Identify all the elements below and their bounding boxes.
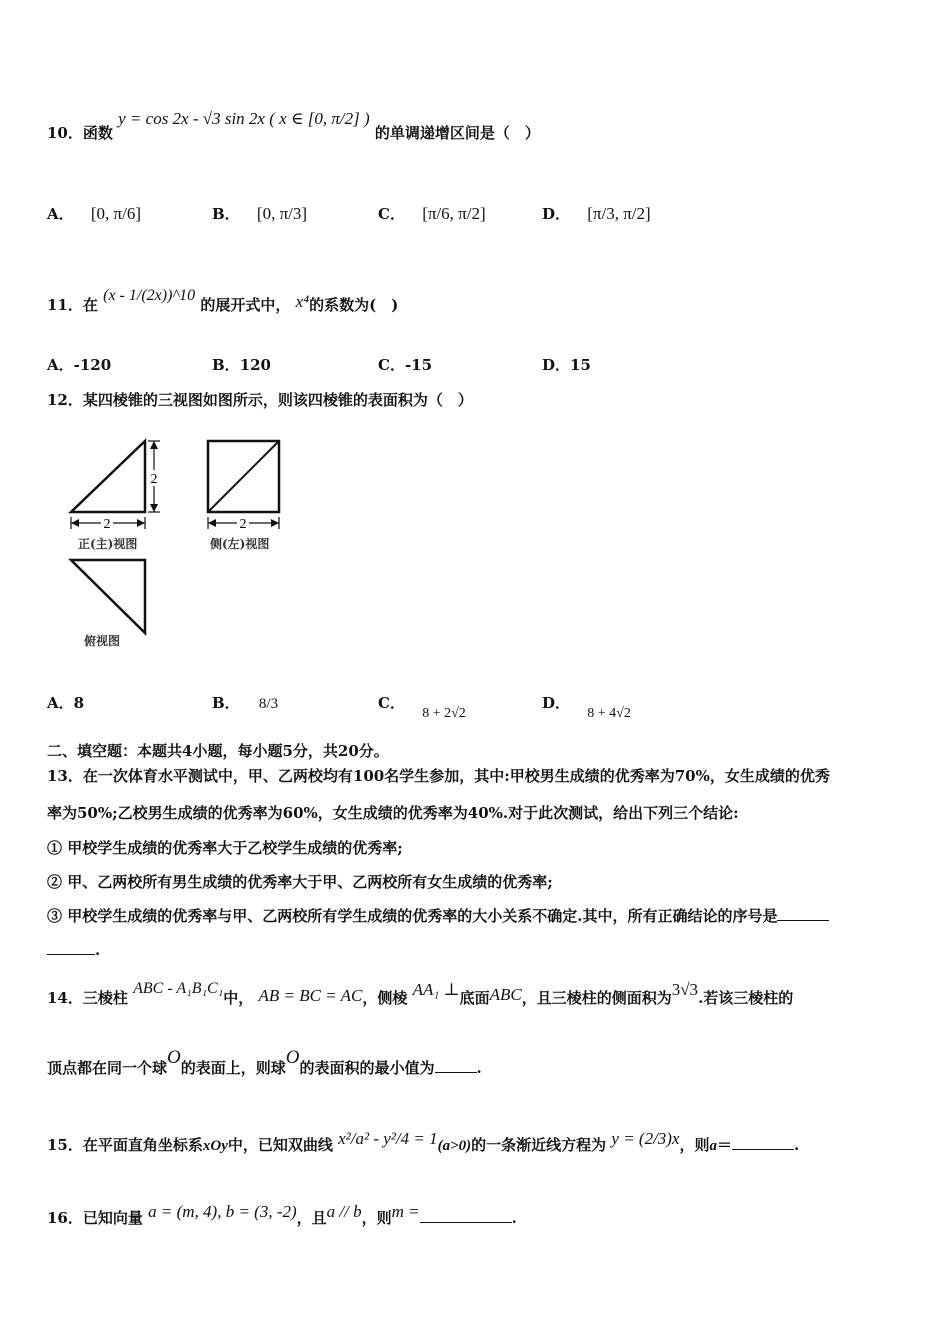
side-width-label: 2 [239, 517, 247, 532]
answer-blank[interactable] [435, 1058, 477, 1073]
q16-period: . [511, 1209, 517, 1227]
q11-option-d [542, 354, 591, 375]
q10-option-c [378, 192, 486, 236]
q16-ask: m = [391, 1202, 420, 1221]
q13-item3-text: ③ 甲校学生成绩的优秀率与甲、乙两校所有学生成绩的优秀率的大小关系不确定.其中，所有正确结论的序号是 [47, 907, 778, 925]
q13-line1: 13．在一次体育水平测试中，甲、乙两校均有100名学生参加，其中:甲校男生成绩的优秀率为70%，女生成绩的优秀 [47, 767, 830, 785]
front-view-caption: 正(主)视图 [78, 537, 138, 551]
q14-text: ，且三棱柱的侧面积为 [521, 989, 672, 1007]
option-label: B． [212, 205, 240, 223]
q16-vectors: a = (m, 4), b = (3, -2) [148, 1202, 297, 1221]
q11-number: 11． [47, 296, 83, 314]
q13-item2: ② 甲、乙两校所有男生成绩的优秀率大于甲、乙两校所有女生成绩的优秀率; [47, 873, 553, 891]
q10-option-d [542, 192, 651, 236]
q15-text: 在平面直角坐标系 [82, 1136, 203, 1154]
q15-text: ，则 [679, 1136, 710, 1154]
sphere-o: O [167, 1047, 181, 1068]
q15-number: 15． [47, 1136, 83, 1154]
q10-tail: 的单调递增区间是（ ） [374, 124, 540, 142]
option-value: [π/6, π/2] [422, 204, 486, 223]
answer-blank[interactable] [777, 906, 829, 921]
q10-option-a [47, 192, 141, 236]
q13-item3 [47, 905, 829, 926]
q10-option-b [212, 192, 307, 236]
option-value: 8/3 [258, 696, 279, 712]
q16-text: 已知向量 [82, 1209, 143, 1227]
q15-asymptote: y = (2/3)x [611, 1129, 680, 1148]
q11-option-b [212, 354, 271, 375]
q15-variable: a [709, 1138, 718, 1154]
option-value: 8 + 4√2 [587, 706, 631, 721]
q10-lead: 函数 [82, 124, 113, 142]
option-value: 8 + 2√2 [422, 706, 466, 721]
q12-option-b [212, 688, 278, 718]
q14-base: ABC [489, 985, 522, 1004]
q14-text: 三棱柱 [82, 989, 128, 1007]
q15-xoy: xOy [202, 1138, 228, 1154]
top-view-caption: 俯视图 [84, 634, 121, 648]
arrow-up-icon [150, 441, 158, 449]
q11-tail: 的系数为( ) [309, 296, 399, 314]
q13-item1: ① 甲校学生成绩的优秀率大于乙校学生成绩的优秀率; [47, 839, 403, 857]
q12-line [47, 389, 473, 410]
q12-number: 12． [47, 391, 83, 409]
q13-end [47, 940, 100, 959]
q10-number: 10． [47, 124, 83, 142]
side-view-diagonal [208, 441, 279, 512]
answer-blank[interactable] [732, 1135, 794, 1150]
answer-blank[interactable] [420, 1208, 512, 1223]
option-value: -120 [73, 356, 112, 374]
option-label: A． [47, 694, 74, 712]
q14-text: ，侧棱 [362, 989, 408, 1007]
option-label: C． [378, 205, 405, 223]
q15-condition: (a>0) [437, 1138, 472, 1154]
option-value: 120 [239, 356, 271, 374]
q16-number: 16． [47, 1209, 83, 1227]
q10-formula: y = cos 2x - √3 sin 2x ( x ∈ [0, π/2] ) [118, 109, 370, 128]
q12-option-d [542, 688, 631, 721]
q14-text: 的表面上，则球 [180, 1059, 286, 1077]
q14-text: 底面 [459, 989, 490, 1007]
answer-blank[interactable] [47, 940, 95, 955]
q14-line1 [47, 978, 793, 1018]
option-label: C． [378, 694, 405, 712]
option-value: [0, π/6] [90, 204, 142, 223]
q14-edge: AA₁ ⊥ [412, 980, 460, 999]
top-view-triangle [71, 560, 145, 633]
q10-line [47, 108, 540, 158]
option-label: D． [542, 694, 571, 712]
option-value: [0, π/3] [256, 204, 308, 223]
height-dim-label: 2 [150, 472, 158, 487]
option-value: -15 [404, 356, 433, 374]
q11-lead: 在 [82, 296, 98, 314]
option-label: B． [212, 356, 240, 374]
q13-period: . [95, 941, 101, 959]
option-label: D． [542, 356, 571, 374]
q14-number: 14． [47, 989, 83, 1007]
q15-text: 的一条渐近线方程为 [471, 1136, 607, 1154]
option-label: A． [47, 205, 74, 223]
q14-text: 中， [223, 989, 254, 1007]
option-value: 8 [73, 694, 85, 712]
q12-text: 某四棱锥的三视图如图所示，则该四棱锥的表面积为（ ） [82, 391, 473, 409]
q11-line [47, 280, 398, 330]
q14-text: 的表面积的最小值为 [299, 1059, 435, 1077]
q14-prism: ABC - A₁B₁C₁ [133, 980, 224, 997]
front-width-label: 2 [103, 517, 111, 532]
q11-option-a [47, 354, 111, 375]
side-view-caption: 侧(左)视图 [210, 537, 270, 551]
q15-text: ＝ [717, 1136, 733, 1154]
q12-option-a [47, 688, 84, 718]
q16-line [47, 1198, 517, 1238]
q16-parallel: a // b [326, 1202, 362, 1221]
option-label: A． [47, 356, 74, 374]
q15-period: . [794, 1136, 800, 1154]
option-value: 15 [570, 356, 591, 374]
q11-mid: 的展开式中， [200, 296, 291, 314]
q14-period: . [476, 1059, 482, 1077]
q15-line [47, 1120, 799, 1170]
arrow-down-icon [150, 504, 158, 512]
q14-area: 3√3 [671, 980, 699, 999]
q15-text: 中，已知双曲线 [227, 1136, 333, 1154]
q11-option-c [378, 354, 432, 375]
q11-term: x⁴ [295, 292, 310, 311]
section-heading: 二、填空题：本题共4小题，每小题5分，共20分。 [47, 742, 389, 760]
option-label: B． [212, 694, 240, 712]
q12-option-c [378, 688, 466, 721]
arrow-right-icon [137, 519, 145, 527]
q15-hyperbola: x²/a² - y²/4 = 1 [338, 1129, 438, 1148]
front-view-triangle [71, 441, 145, 512]
arrow-left-icon [71, 519, 79, 527]
q14-text: .若该三棱柱的 [698, 989, 794, 1007]
q13-line2: 率为50%;乙校男生成绩的优秀率为60%，女生成绩的优秀率为40%.对于此次测试，给出下列三个结论: [47, 804, 739, 822]
option-label: C． [378, 356, 405, 374]
sphere-o: O [285, 1047, 300, 1068]
option-value: [π/3, π/2] [587, 204, 651, 223]
arrow-left-icon [208, 519, 216, 527]
q16-text: ，则 [361, 1209, 392, 1227]
q14-text: 顶点都在同一个球 [47, 1059, 168, 1077]
q11-formula: (x - 1/(2x))^10 [103, 287, 196, 304]
q14-line2 [47, 1048, 482, 1088]
q16-text: ，且 [296, 1209, 327, 1227]
arrow-right-icon [271, 519, 279, 527]
q14-equality: AB = BC = AC [258, 986, 363, 1005]
option-label: D． [542, 205, 571, 223]
